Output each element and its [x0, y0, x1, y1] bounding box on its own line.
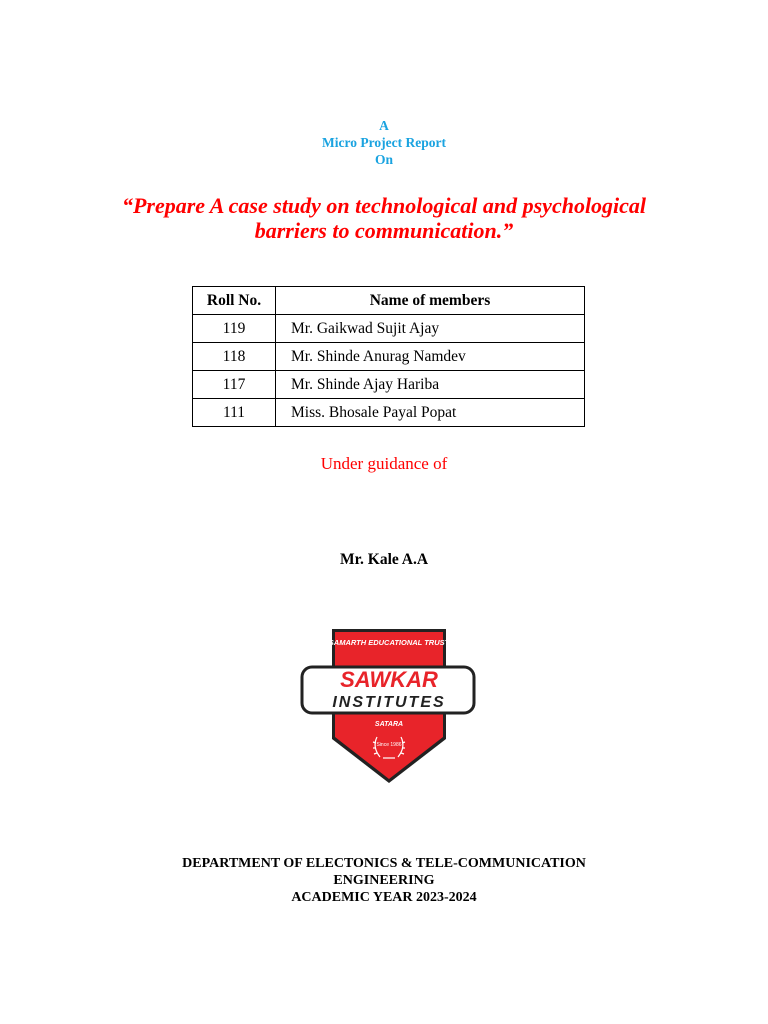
report-type-label: Micro Project Report — [322, 135, 446, 150]
report-label-on: On — [374, 152, 393, 167]
logo-subtitle-text: INSTITUTES — [332, 694, 446, 711]
guidance-label: Under guidance of — [320, 454, 448, 473]
members-table — [192, 286, 585, 427]
roll-number-cell: 118 — [193, 343, 276, 371]
table-row — [193, 371, 585, 399]
table-row — [193, 343, 585, 371]
table-header-row — [193, 287, 585, 315]
report-label-a: A — [379, 118, 389, 133]
member-name-cell: Miss. Bhosale Payal Popat — [276, 399, 585, 427]
guide-name: Mr. Kale A.A — [339, 551, 429, 568]
project-title-line-2: barriers to communication.” — [254, 218, 514, 243]
roll-number-cell: 119 — [193, 315, 276, 343]
member-name-cell: Mr. Shinde Anurag Namdev — [276, 343, 585, 371]
roll-number-cell: 111 — [193, 399, 276, 427]
column-header-roll-no: Roll No. — [193, 287, 276, 315]
logo-name-text: SAWKAR — [340, 667, 438, 692]
column-header-name: Name of members — [276, 287, 585, 315]
table-row — [193, 399, 585, 427]
member-name-cell: Mr. Shinde Ajay Hariba — [276, 371, 585, 399]
sawkar-logo-emblem — [300, 627, 478, 785]
academic-year: ACADEMIC YEAR 2023-2024 — [291, 890, 477, 905]
department-name-line-1: DEPARTMENT OF ELECTONICS & TELE-COMMUNICATION — [182, 856, 586, 871]
department-name-line-2: ENGINEERING — [333, 873, 435, 888]
logo-trust-text: SAMARTH EDUCATIONAL TRUST — [328, 638, 450, 647]
logo-city-text: SATARA — [374, 721, 404, 728]
member-name-cell: Mr. Gaikwad Sujit Ajay — [276, 315, 585, 343]
logo-since-text: Since 1986 — [376, 742, 402, 748]
table-row — [193, 315, 585, 343]
project-title-line-1: “Prepare A case study on technological and psychological — [121, 193, 647, 218]
roll-number-cell: 117 — [193, 371, 276, 399]
institute-logo — [300, 627, 478, 785]
